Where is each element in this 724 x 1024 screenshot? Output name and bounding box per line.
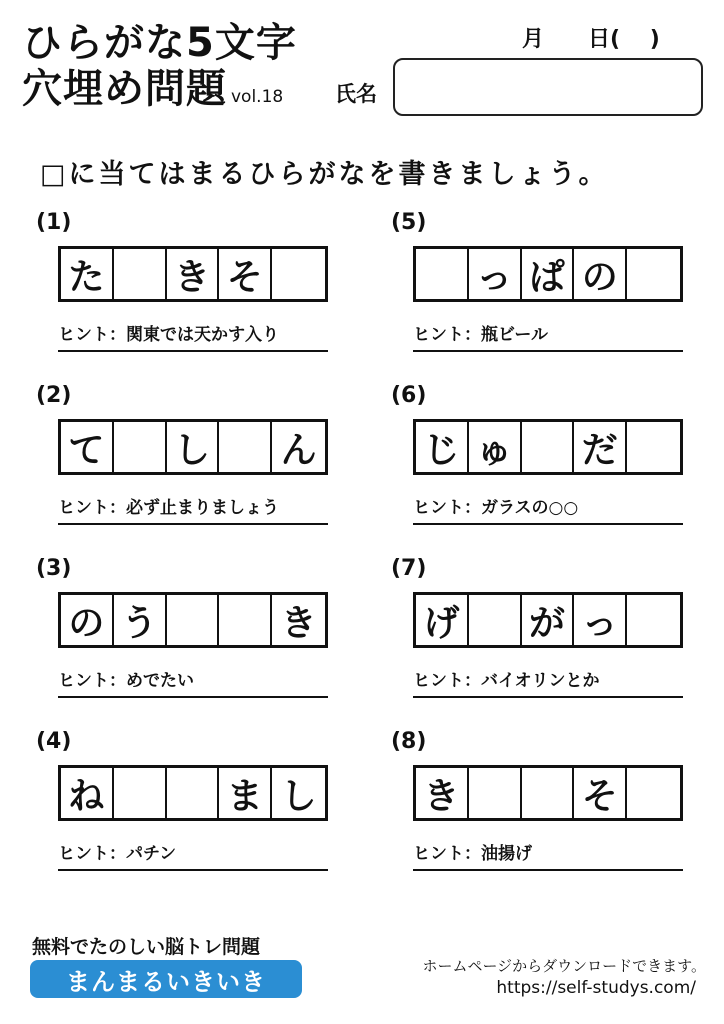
- question-number: (6): [391, 383, 427, 408]
- question-number: (8): [391, 729, 427, 754]
- worksheet-title: [22, 20, 297, 120]
- blank-cell[interactable]: [627, 249, 680, 299]
- name-label: 氏名: [335, 82, 377, 106]
- hint-text: パチン: [126, 844, 177, 864]
- letter-cell: た: [61, 249, 114, 299]
- hint-prefix: ヒント：: [413, 498, 481, 518]
- blank-cell[interactable]: [522, 768, 575, 818]
- blank-cell[interactable]: [114, 422, 167, 472]
- hint-line: [58, 493, 328, 525]
- blank-cell[interactable]: [219, 422, 272, 472]
- letter-cell: し: [280, 775, 317, 817]
- title-line-2: 穴埋め問題: [22, 66, 227, 112]
- blank-cell[interactable]: [114, 768, 167, 818]
- hint-line: [58, 839, 328, 871]
- question-number: (7): [391, 556, 427, 581]
- blank-cell[interactable]: [272, 249, 325, 299]
- letter-cell: げ: [416, 595, 469, 645]
- title-line-2-row: [22, 66, 297, 120]
- blank-cell[interactable]: [219, 595, 272, 645]
- letter-cell: ん: [280, 429, 317, 471]
- title-line-1: ひらがな5文字: [22, 20, 297, 66]
- letter-cell: が: [522, 595, 575, 645]
- letter-cell: う: [114, 595, 167, 645]
- letter-cell: っ: [469, 249, 522, 299]
- blank-cell[interactable]: [627, 768, 680, 818]
- letter-cell: ぱ: [522, 249, 575, 299]
- letter-cell: の: [574, 249, 627, 299]
- hint-line: [413, 320, 683, 352]
- hint-prefix: ヒント：: [58, 671, 126, 691]
- hint-prefix: ヒント：: [413, 325, 481, 345]
- letter-cell: だ: [574, 422, 627, 472]
- blank-cell[interactable]: [114, 249, 167, 299]
- question-number: (3): [36, 556, 72, 581]
- hint-text: バイオリンとか: [481, 671, 600, 691]
- hint-line: [58, 320, 328, 352]
- letter-cell: っ: [574, 595, 627, 645]
- hint-text: めでたい: [126, 671, 194, 691]
- blank-cell[interactable]: [469, 768, 522, 818]
- letter-cell: ね: [61, 768, 114, 818]
- letter-cell: き: [416, 768, 469, 818]
- hint-line: [58, 666, 328, 698]
- hint-text: ガラスの○○: [481, 498, 579, 518]
- letter-cell: て: [61, 422, 114, 472]
- question-number: (1): [36, 210, 72, 235]
- brand-badge: まんまるいきいき: [30, 960, 302, 998]
- volume-label: vol.18: [231, 87, 284, 107]
- blank-cell[interactable]: [627, 422, 680, 472]
- hint-text: 油揚げ: [481, 844, 532, 864]
- blank-cell[interactable]: [416, 249, 469, 299]
- answer-grid: [58, 765, 328, 821]
- answer-grid: [413, 246, 683, 302]
- download-note: ホームページからダウンロードできます。: [422, 957, 706, 975]
- question-number: (2): [36, 383, 72, 408]
- blank-cell[interactable]: [167, 768, 220, 818]
- letter-cell: き: [167, 249, 220, 299]
- hint-text: 瓶ビール: [481, 325, 548, 345]
- answer-grid: [413, 592, 683, 648]
- date-field: 月 日( ): [522, 27, 660, 52]
- instruction-text: □に当てはまるひらがなを書きましょう。: [40, 159, 609, 190]
- hint-line: [413, 666, 683, 698]
- hint-line: [413, 839, 683, 871]
- letter-cell: し: [167, 422, 220, 472]
- hint-text: 関東では天かす入り: [126, 325, 279, 345]
- answer-grid: [58, 246, 328, 302]
- hint-prefix: ヒント：: [413, 671, 481, 691]
- letter-cell: ゅ: [469, 422, 522, 472]
- blank-cell[interactable]: [522, 422, 575, 472]
- answer-grid: [58, 592, 328, 648]
- blank-cell[interactable]: [167, 595, 220, 645]
- letter-cell: き: [280, 602, 317, 644]
- letter-cell: の: [61, 595, 114, 645]
- hint-prefix: ヒント：: [413, 844, 481, 864]
- letter-cell: ま: [219, 768, 272, 818]
- name-input-box[interactable]: [393, 58, 703, 116]
- letter-cell: そ: [574, 768, 627, 818]
- question-number: (5): [391, 210, 427, 235]
- letter-cell: じ: [416, 422, 469, 472]
- footer-tagline: 無料でたのしい脳トレ問題: [32, 936, 261, 958]
- answer-grid: [413, 765, 683, 821]
- letter-cell: そ: [219, 249, 272, 299]
- answer-grid: [413, 419, 683, 475]
- hint-line: [413, 493, 683, 525]
- question-number: (4): [36, 729, 72, 754]
- site-url[interactable]: https://self-studys.com/: [496, 978, 696, 998]
- hint-prefix: ヒント：: [58, 498, 126, 518]
- hint-prefix: ヒント：: [58, 325, 126, 345]
- hint-text: 必ず止まりましょう: [126, 498, 279, 518]
- blank-cell[interactable]: [627, 595, 680, 645]
- answer-grid: [58, 419, 328, 475]
- hint-prefix: ヒント：: [58, 844, 126, 864]
- blank-cell[interactable]: [469, 595, 522, 645]
